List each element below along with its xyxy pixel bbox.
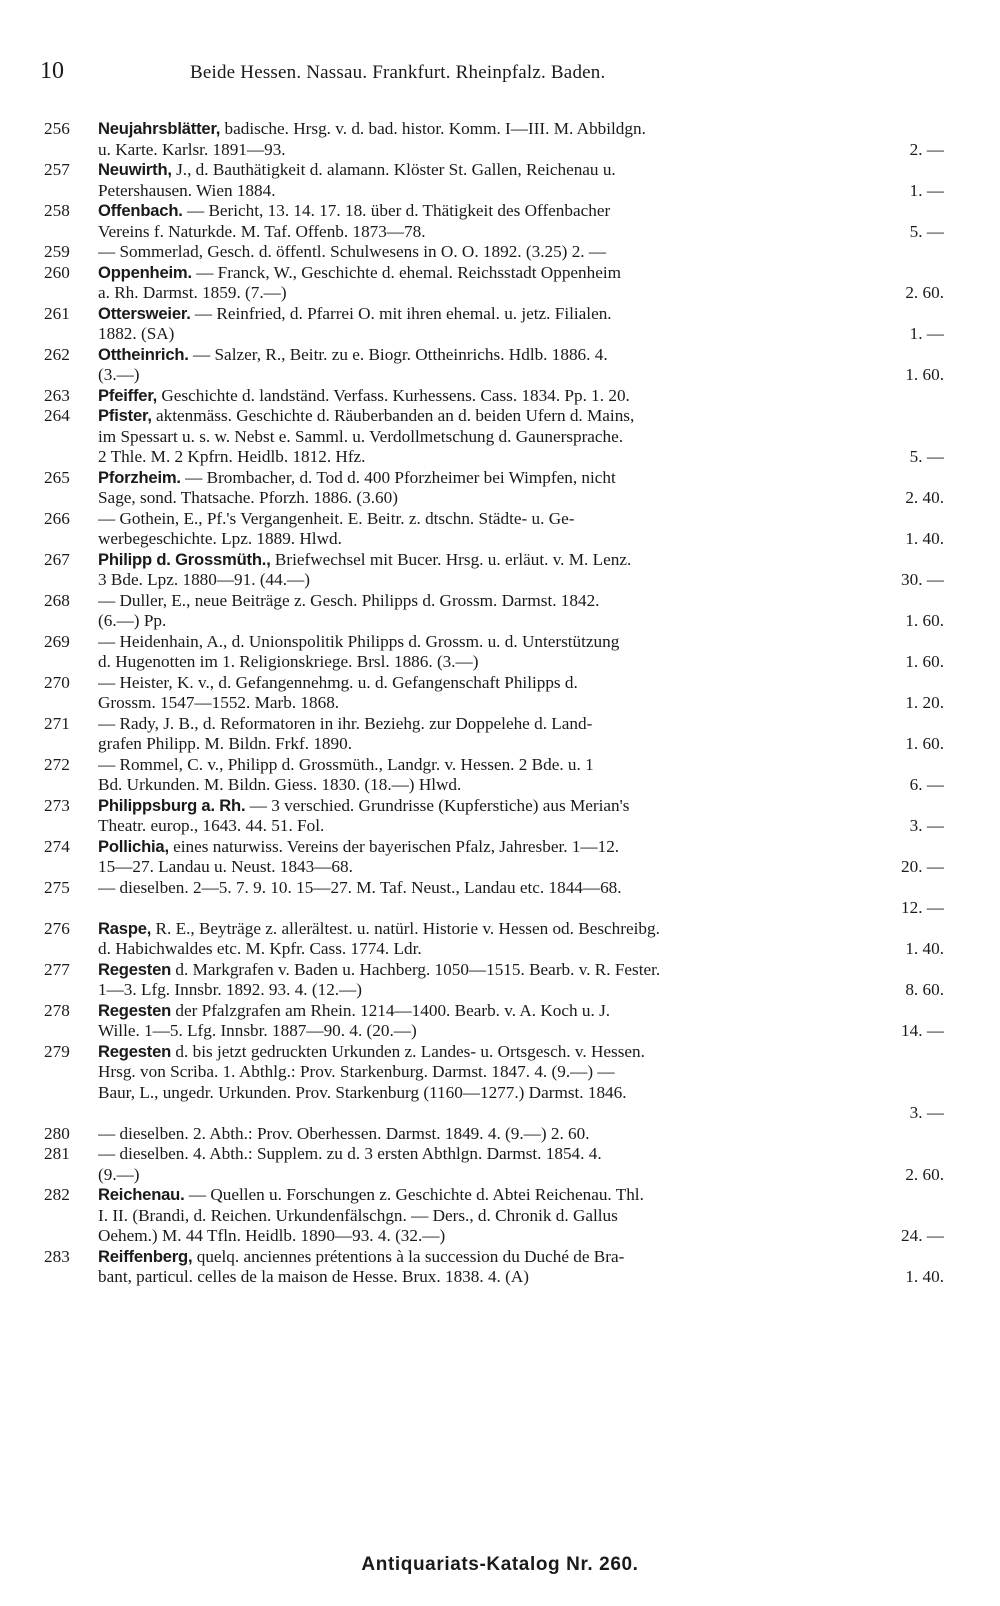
catalog-entry [44, 242, 944, 263]
catalog-entry [44, 1001, 944, 1042]
entry-line-with-price [98, 1103, 944, 1124]
entry-keyword: Pfeiffer, [98, 385, 158, 405]
entry-text [98, 755, 944, 796]
entry-line: — Heidenhain, A., d. Unionspolitik Philipps d. Grossm. u. d. Unterstützung [98, 631, 620, 651]
entry-line-with-price [98, 1165, 944, 1186]
entry-text [98, 1247, 944, 1288]
entry-price: 6. — [909, 775, 944, 794]
entry-price: 1. 40. [905, 529, 944, 548]
entry-line-text: (6.—) Pp. [98, 611, 167, 630]
catalog-entry [44, 160, 944, 201]
entry-line-text: Oehem.) M. 44 Tfln. Heidlb. 1890—93. 4. (32.—) [98, 1226, 446, 1245]
entry-number: 272 [44, 754, 70, 774]
entry-line-with-price [98, 324, 944, 345]
entry-line-text: d. Hugenotten im 1. Religionskriege. Brsl. 1886. (3.—) [98, 652, 479, 671]
entry-keyword: Reiffenberg, [98, 1246, 193, 1266]
entry-price: 30. — [901, 570, 944, 589]
entry-price: 3. — [909, 816, 944, 835]
entry-number: 269 [44, 631, 70, 651]
entry-text [98, 796, 944, 837]
entry-keyword: Reichenau. [98, 1185, 185, 1204]
entry-price: 1. — [909, 324, 944, 343]
entry-line-with-price [98, 816, 944, 837]
entry-line-with-price [98, 1267, 944, 1288]
entry-line-with-price [98, 980, 944, 1001]
entry-line: — Rady, J. B., d. Reformatoren in ihr. Beziehg. zur Doppelehe d. Land- [98, 713, 593, 733]
entry-line-with-price [98, 570, 944, 591]
entry-keyword: Ottheinrich. [98, 344, 189, 364]
entry-keyword: Pforzheim. [98, 467, 181, 487]
entry-line: — dieselben. 2. Abth.: Prov. Oberhessen. Darmst. 1849. 4. (9.—) 2. 60. [98, 1123, 590, 1143]
entry-line: Philipp d. Grossmüth., Briefwechsel mit Bucer. Hrsg. u. erläut. v. M. Lenz. [98, 549, 632, 569]
catalog-entry [44, 919, 944, 960]
entry-number: 267 [44, 549, 70, 569]
entry-line-text: (9.—) [98, 1164, 140, 1184]
entry-line: Regesten der Pfalzgrafen am Rhein. 1214—1400. Bearb. v. A. Koch u. J. [98, 1000, 611, 1020]
entry-line-text: 15—27. Landau u. Neust. 1843—68. [98, 857, 353, 876]
entry-line-with-price [98, 1021, 944, 1042]
catalog-entry [44, 591, 944, 632]
entry-number: 263 [44, 385, 70, 405]
entry-text [98, 878, 944, 919]
entry-keyword: Regesten [98, 1041, 172, 1061]
entry-line: Baur, L., ungedr. Urkunden. Prov. Starkenburg (1160—1277.) Darmst. 1846. [98, 1082, 627, 1102]
entry-keyword: Oppenheim. [98, 262, 192, 282]
entry-text [98, 1124, 944, 1145]
entry-line-with-price [98, 222, 944, 243]
entry-text [98, 673, 944, 714]
entry-number: 259 [44, 242, 70, 261]
entry-text [98, 201, 944, 242]
entry-price: 3. — [909, 1103, 944, 1122]
entry-number: 283 [44, 1246, 70, 1266]
entry-line-with-price [98, 652, 944, 673]
entry-number: 271 [44, 713, 70, 733]
entry-price: 2. 60. [905, 1164, 944, 1184]
entry-number: 261 [44, 303, 70, 323]
entry-line: — Sommerlad, Gesch. d. öffentl. Schulwesens in O. O. 1892. (3.25) 2. — [98, 242, 607, 261]
entry-number: 256 [44, 119, 70, 138]
entry-number: 274 [44, 836, 70, 856]
entry-line-with-price [98, 181, 944, 202]
entry-price: 1. 60. [905, 611, 944, 630]
catalog-entry [44, 345, 944, 386]
catalog-entry [44, 960, 944, 1001]
running-head: Beide Hessen. Nassau. Frankfurt. Rheinpfalz. Baden. [190, 62, 606, 83]
entry-line-with-price [98, 140, 944, 161]
entry-line: Neuwirth, J., d. Bauthätigkeit d. alamann. Klöster St. Gallen, Reichenau u. [98, 160, 616, 179]
entry-text [98, 386, 944, 407]
entry-number: 278 [44, 1000, 70, 1020]
entry-price: 8. 60. [905, 980, 944, 999]
entry-keyword: Neuwirth, [98, 160, 172, 179]
entry-text [98, 960, 944, 1001]
entry-text [98, 119, 944, 160]
entry-line: — Heister, K. v., d. Gefangennehmg. u. d. Gefangenschaft Philipps d. [98, 672, 578, 692]
catalog-entry [44, 468, 944, 509]
entry-line: Offenbach. — Bericht, 13. 14. 17. 18. über d. Thätigkeit des Offenbacher [98, 201, 611, 220]
entry-line-with-price [98, 365, 944, 386]
entry-text [98, 345, 944, 386]
entry-line-text: 3 Bde. Lpz. 1880—91. (44.—) [98, 570, 310, 589]
entry-line-with-price [98, 734, 944, 755]
entry-line: Reiffenberg, quelq. anciennes prétentions à la succession du Duché de Bra- [98, 1246, 625, 1266]
catalog-entry [44, 509, 944, 550]
entry-line-text: Bd. Urkunden. M. Bildn. Giess. 1830. (18.—) Hlwd. [98, 775, 462, 794]
entry-text [98, 304, 944, 345]
catalog-entry [44, 201, 944, 242]
entry-price: 1. 40. [905, 939, 944, 958]
entry-number: 270 [44, 672, 70, 692]
entry-line-text: 1882. (SA) [98, 324, 175, 343]
entry-line-with-price [98, 447, 944, 468]
entry-keyword: Neujahrsblätter, [98, 119, 221, 138]
entry-keyword: Regesten [98, 959, 172, 979]
entry-line: I. II. (Brandi, d. Reichen. Urkundenfälschgn. — Ders., d. Chronik d. Gallus [98, 1205, 618, 1225]
entry-keyword: Pollichia, [98, 836, 169, 856]
entry-line: Hrsg. von Scriba. 1. Abthlg.: Prov. Starkenburg. Darmst. 1847. 4. (9.—) — [98, 1062, 615, 1081]
entry-line-with-price [98, 857, 944, 878]
catalog-entry [44, 550, 944, 591]
entry-text [98, 242, 944, 263]
entry-number: 264 [44, 406, 70, 425]
entry-price: 5. — [909, 447, 944, 466]
entry-price: 12. — [901, 898, 944, 917]
entry-text [98, 591, 944, 632]
entry-line-with-price [98, 898, 944, 919]
entry-line-text: Wille. 1—5. Lfg. Innsbr. 1887—90. 4. (20.—) [98, 1021, 417, 1040]
catalog-entry [44, 1185, 944, 1247]
entry-keyword: Raspe, [98, 918, 152, 938]
entry-text [98, 160, 944, 201]
entry-keyword: Philippsburg a. Rh. [98, 795, 246, 815]
entry-line-with-price [98, 939, 944, 960]
entry-line-with-price [98, 611, 944, 632]
entry-price: 1. 20. [905, 693, 944, 712]
entry-number: 265 [44, 467, 70, 487]
entry-line-text: Sage, sond. Thatsache. Pforzh. 1886. (3.60) [98, 488, 398, 507]
entry-line: Reichenau. — Quellen u. Forschungen z. Geschichte d. Abtei Reichenau. Thl. [98, 1185, 644, 1204]
entry-text [98, 714, 944, 755]
entry-number: 276 [44, 918, 70, 938]
entry-line-text: a. Rh. Darmst. 1859. (7.—) [98, 283, 287, 302]
catalog-entry [44, 837, 944, 878]
entry-line-text: d. Habichwaldes etc. M. Kpfr. Cass. 1774. Ldr. [98, 939, 422, 958]
entry-number: 262 [44, 344, 70, 364]
entry-price: 14. — [901, 1021, 944, 1040]
catalog-entry [44, 1247, 944, 1288]
entry-line: Philippsburg a. Rh. — 3 verschied. Grundrisse (Kupferstiche) aus Merian's [98, 795, 630, 815]
catalog-entry [44, 1042, 944, 1124]
entry-line-with-price [98, 693, 944, 714]
catalog-entries [44, 119, 944, 1288]
catalog-entry [44, 673, 944, 714]
entry-price: 1. 60. [905, 734, 944, 753]
page-header [40, 58, 940, 98]
entry-line: — Gothein, E., Pf.'s Vergangenheit. E. Beitr. z. dtschn. Städte- u. Ge- [98, 508, 575, 528]
entry-line-text: (3.—) [98, 365, 140, 384]
entry-price: 2. — [909, 139, 944, 159]
entry-text [98, 406, 944, 468]
catalog-entry [44, 1144, 944, 1185]
catalog-entry [44, 632, 944, 673]
entry-line: Regesten d. Markgrafen v. Baden u. Hachberg. 1050—1515. Bearb. v. R. Fester. [98, 959, 661, 979]
entry-text [98, 1144, 944, 1185]
entry-price: 2. 60. [905, 283, 944, 302]
entry-line-text: Petershausen. Wien 1884. [98, 180, 276, 200]
entry-line-text: werbegeschichte. Lpz. 1889. Hlwd. [98, 529, 342, 548]
catalog-entry [44, 304, 944, 345]
entry-line: im Spessart u. s. w. Nebst e. Samml. u. Verdollmetschung d. Gaunersprache. [98, 426, 624, 446]
catalog-entry [44, 263, 944, 304]
entry-line-with-price [98, 529, 944, 550]
catalog-entry [44, 714, 944, 755]
entry-line-text: Grossm. 1547—1552. Marb. 1868. [98, 693, 340, 712]
entry-line: Neujahrsblätter, badische. Hrsg. v. d. bad. histor. Komm. I—III. M. Abbildgn. [98, 119, 646, 138]
entry-line: Pfeiffer, Geschichte d. landständ. Verfass. Kurhessens. Cass. 1834. Pp. 1. 20. [98, 385, 630, 405]
entry-text [98, 550, 944, 591]
catalog-entry [44, 796, 944, 837]
page-number: 10 [40, 58, 64, 84]
catalog-entry [44, 406, 944, 468]
entry-price: 1. 60. [905, 652, 944, 671]
entry-text [98, 1185, 944, 1247]
catalog-footer: Antiquariats-Katalog Nr. 260. [361, 1554, 639, 1575]
entry-number: 282 [44, 1185, 70, 1204]
entry-line-text: 2 Thle. M. 2 Kpfrn. Heidlb. 1812. Hfz. [98, 447, 366, 466]
entry-line-with-price [98, 775, 944, 796]
entry-line: — dieselben. 4. Abth.: Supplem. zu d. 3 ersten Abthlgn. Darmst. 1854. 4. [98, 1144, 602, 1163]
entry-line: Ottheinrich. — Salzer, R., Beitr. zu e. Biogr. Ottheinrichs. Hdlb. 1886. 4. [98, 344, 608, 364]
entry-keyword: Offenbach. [98, 201, 183, 220]
entry-number: 277 [44, 959, 70, 979]
catalog-entry [44, 755, 944, 796]
entry-number: 257 [44, 160, 70, 179]
entry-text [98, 632, 944, 673]
entry-line-with-price [98, 283, 944, 304]
entry-line-text: bant, particul. celles de la maison de Hesse. Brux. 1838. 4. (A) [98, 1267, 530, 1286]
entry-line-text: u. Karte. Karlsr. 1891—93. [98, 139, 286, 159]
entry-line: Pforzheim. — Brombacher, d. Tod d. 400 Pforzheimer bei Wimpfen, nicht [98, 467, 616, 487]
catalog-entry [44, 386, 944, 407]
entry-text [98, 468, 944, 509]
entry-text [98, 509, 944, 550]
entry-keyword: Ottersweier. [98, 303, 191, 323]
entry-keyword: Philipp d. Grossmüth., [98, 549, 271, 569]
entry-price: 5. — [909, 221, 944, 241]
entry-line: Raspe, R. E., Beyträge z. allerältest. u. natürl. Historie v. Hessen od. Beschreibg. [98, 918, 660, 938]
entry-text [98, 837, 944, 878]
entry-price: 2. 40. [905, 488, 944, 507]
entry-number: 258 [44, 201, 70, 220]
entry-price: 20. — [901, 857, 944, 876]
entry-line: Pollichia, eines naturwiss. Vereins der bayerischen Pfalz, Jahresber. 1—12. [98, 836, 620, 856]
entry-line-with-price [98, 1226, 944, 1247]
entry-number: 266 [44, 508, 70, 528]
entry-text [98, 1001, 944, 1042]
entry-line: Ottersweier. — Reinfried, d. Pfarrei O. mit ihren ehemal. u. jetz. Filialen. [98, 303, 612, 323]
entry-line-text: Vereins f. Naturkde. M. Taf. Offenb. 1873—78. [98, 221, 426, 241]
entry-price: 1. — [909, 180, 944, 200]
entry-number: 268 [44, 590, 70, 610]
entry-text [98, 919, 944, 960]
entry-price: 1. 60. [905, 365, 944, 384]
catalog-entry [44, 878, 944, 919]
entry-line: Oppenheim. — Franck, W., Geschichte d. ehemal. Reichsstadt Oppenheim [98, 262, 621, 282]
entry-number: 275 [44, 877, 70, 897]
entry-number: 260 [44, 262, 70, 282]
entry-line: — dieselben. 2—5. 7. 9. 10. 15—27. M. Taf. Neust., Landau etc. 1844—68. [98, 877, 622, 897]
entry-keyword: Pfister, [98, 406, 152, 425]
entry-line-text: Theatr. europ., 1643. 44. 51. Fol. [98, 816, 325, 835]
entry-line-with-price [98, 488, 944, 509]
entry-number: 280 [44, 1123, 70, 1143]
entry-number: 281 [44, 1144, 70, 1163]
entry-line: Pfister, aktenmäss. Geschichte d. Räuberbanden an d. beiden Ufern d. Mains, [98, 406, 635, 425]
entry-line: Regesten d. bis jetzt gedruckten Urkunden z. Landes- u. Ortsgesch. v. Hessen. [98, 1041, 645, 1061]
entry-price: 24. — [901, 1226, 944, 1245]
entry-text [98, 263, 944, 304]
entry-text [98, 1042, 944, 1124]
catalog-entry [44, 1124, 944, 1145]
entry-number: 273 [44, 795, 70, 815]
entry-number: 279 [44, 1041, 70, 1061]
entry-line: — Rommel, C. v., Philipp d. Grossmüth., Landgr. v. Hessen. 2 Bde. u. 1 [98, 754, 594, 774]
entry-line-text: grafen Philipp. M. Bildn. Frkf. 1890. [98, 734, 352, 753]
entry-line: — Duller, E., neue Beiträge z. Gesch. Philipps d. Grossm. Darmst. 1842. [98, 590, 600, 610]
entry-keyword: Regesten [98, 1000, 172, 1020]
catalog-entry [44, 119, 944, 160]
entry-line-text: 1—3. Lfg. Innsbr. 1892. 93. 4. (12.—) [98, 980, 362, 999]
entry-price: 1. 40. [905, 1267, 944, 1286]
